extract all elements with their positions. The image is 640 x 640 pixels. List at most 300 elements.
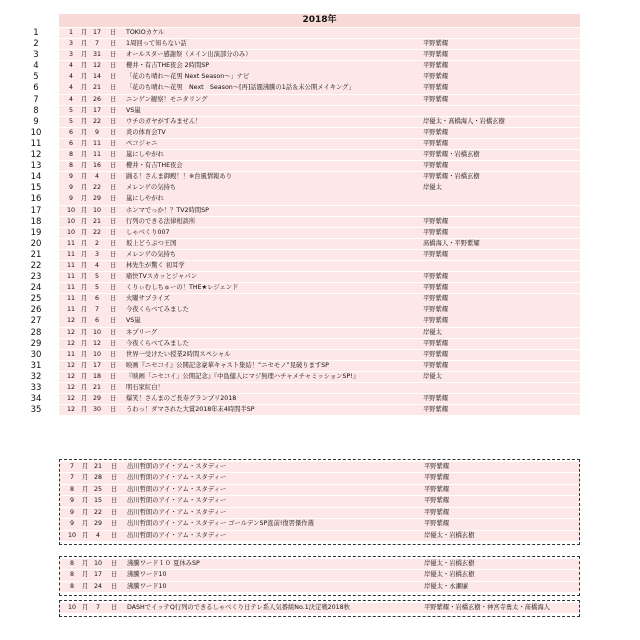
cast-members: 平野紫耀 (423, 40, 449, 48)
program-title: 沸騰ワード10 (127, 571, 167, 579)
program-title: 沸騰ワード10 (127, 582, 167, 590)
table-row (60, 519, 579, 529)
day-value: 22 (93, 508, 102, 516)
cast-members: 平野紫耀 (423, 273, 449, 281)
day-value: 11 (92, 151, 101, 159)
month-label: 月 (81, 273, 88, 281)
table-row (60, 531, 579, 541)
day-label: 日 (111, 571, 118, 579)
day-value: 24 (93, 582, 102, 590)
day-label: 日 (110, 29, 117, 36)
month-label: 月 (81, 84, 88, 92)
program-title: 出川哲朗のアイ・アム・スタディー ゴールデンSP直前!復習傑作選 (127, 520, 314, 528)
month-label: 月 (82, 463, 89, 470)
month-value: 9 (69, 520, 74, 528)
month-label: 月 (81, 206, 88, 214)
row-number: 26 (30, 305, 42, 316)
day-label: 日 (111, 497, 118, 505)
day-label: 日 (110, 173, 117, 181)
month-label: 月 (81, 62, 88, 70)
row-number: 32 (30, 371, 42, 382)
day-label: 日 (110, 361, 117, 369)
row-number: 35 (30, 405, 42, 416)
table-row (33, 28, 580, 38)
cast-members: 平野紫耀 (423, 51, 449, 59)
month-label: 月 (81, 384, 88, 391)
cast-members: 平野紫耀 (423, 406, 449, 414)
month-label: 月 (81, 40, 88, 48)
day-label: 日 (111, 520, 118, 528)
day-label: 日 (110, 261, 117, 269)
cast-members: 岸優太・岩橋玄樹 (424, 571, 475, 579)
program-title: 嵐にしやがれ (126, 195, 164, 203)
row-number: 30 (30, 349, 42, 360)
day-value: 22 (92, 228, 101, 236)
day-label: 日 (110, 62, 117, 70)
day-label: 日 (110, 228, 117, 236)
row-number: 31 (30, 360, 42, 371)
month-value: 1 (68, 29, 73, 36)
cast-members: 平野紫耀 (423, 306, 449, 314)
table-row (30, 316, 580, 327)
table-row (33, 116, 580, 127)
month-label: 月 (81, 228, 88, 236)
row-number: 29 (30, 338, 42, 349)
row-number: 17 (30, 205, 42, 216)
program-title: 出川哲朗のアイ・アム・スタディー (127, 497, 227, 505)
row-number: 7 (33, 94, 39, 105)
row-number: 16 (30, 194, 42, 205)
cast-members: 平野紫耀 (423, 139, 449, 147)
month-value: 10 (67, 604, 76, 611)
day-label: 日 (111, 485, 118, 493)
month-value: 12 (66, 317, 75, 325)
table-row (30, 249, 580, 260)
row-number: 19 (30, 227, 42, 238)
program-title: 痛快TVスカッとジャパン (126, 273, 197, 281)
day-label: 日 (110, 84, 117, 92)
day-label: 日 (110, 95, 117, 103)
table-row (33, 83, 580, 94)
month-label: 月 (81, 284, 88, 292)
day-label: 日 (110, 395, 117, 403)
month-value: 9 (69, 508, 74, 516)
table-row (30, 127, 580, 138)
table-row (30, 383, 580, 393)
table-row (30, 360, 580, 371)
month-value: 8 (69, 485, 74, 493)
month-value: 8 (68, 162, 73, 170)
program-title: メレンゲの気持ち (126, 250, 177, 258)
month-label: 月 (82, 520, 89, 528)
month-value: 12 (66, 372, 75, 380)
table-row (33, 50, 580, 61)
row-number: 2 (33, 39, 39, 50)
month-label: 月 (82, 560, 89, 567)
day-label: 日 (110, 151, 117, 159)
cast-members: 平野紫耀・岩橋玄樹 (423, 151, 480, 159)
month-label: 月 (81, 328, 88, 336)
row-number: 1 (33, 28, 39, 38)
day-value: 29 (93, 520, 102, 528)
program-title: 「花のち晴れ〜花男 Next Season〜[再]話題沸騰の1話＆未公開メイキング」 (126, 84, 355, 92)
program-title: DASHでイッテQ行列のできるしゃべくり日テレ系人気番組No.1決定戦2018秋 (127, 604, 350, 611)
month-value: 12 (66, 361, 75, 369)
month-value: 10 (67, 531, 76, 539)
day-label: 日 (110, 162, 117, 170)
program-title: 櫻井・有吉THE夜会 2時間SP (126, 62, 210, 70)
month-label: 月 (81, 73, 88, 81)
table-row (30, 150, 580, 161)
day-value: 21 (93, 463, 102, 470)
day-value: 29 (92, 195, 101, 203)
row-number: 34 (30, 394, 42, 405)
day-value: 22 (92, 184, 101, 192)
day-value: 18 (92, 372, 101, 380)
table-row (30, 283, 580, 294)
month-value: 11 (66, 306, 75, 314)
program-title: 1周回って知らない話 (126, 40, 187, 48)
month-label: 月 (81, 173, 88, 181)
cast-members: 平野紫耀・岩橋玄樹 (423, 173, 480, 181)
month-label: 月 (82, 571, 89, 579)
row-number: 24 (30, 283, 42, 294)
cast-members: 平野紫耀 (423, 62, 449, 70)
month-value: 11 (66, 284, 75, 292)
row-number: 27 (30, 316, 42, 327)
day-value: 17 (93, 571, 102, 579)
row-number: 12 (30, 150, 42, 161)
month-value: 9 (68, 184, 73, 192)
program-title: 出川哲朗のアイ・アム・スタディー (127, 531, 227, 539)
program-title: 火曜サプライズ (126, 295, 170, 303)
day-value: 9 (94, 128, 99, 136)
month-value: 9 (68, 195, 73, 203)
month-label: 月 (81, 317, 88, 325)
day-label: 日 (110, 295, 117, 303)
program-title: 「花のち晴れ〜花男 Next Season〜」ナビ (126, 73, 250, 81)
table-row (30, 305, 580, 316)
table-row (30, 172, 580, 183)
day-label: 日 (110, 106, 117, 114)
month-value: 11 (66, 239, 75, 247)
program-title: 今夜くらべてみました (126, 306, 189, 314)
month-label: 月 (82, 485, 89, 493)
table-row (60, 582, 579, 592)
month-label: 月 (81, 184, 88, 192)
cast-members: 平野紫耀 (423, 228, 449, 236)
month-label: 月 (81, 239, 88, 247)
month-label: 月 (81, 195, 88, 203)
day-value: 31 (92, 51, 101, 59)
day-label: 日 (111, 463, 118, 470)
cast-members: 岸優太・岩橋玄樹 (424, 531, 475, 539)
month-label: 月 (82, 531, 89, 539)
row-number: 5 (33, 72, 39, 83)
day-label: 日 (110, 139, 117, 147)
program-title: ネプリーグ (126, 328, 158, 336)
cast-members: 平野紫耀 (423, 162, 449, 170)
table-group-dash (59, 600, 580, 617)
year-header: 2018年 (59, 14, 580, 27)
month-value: 4 (68, 84, 73, 92)
day-label: 日 (110, 250, 117, 258)
month-value: 10 (66, 217, 75, 225)
table-row (30, 138, 580, 149)
month-label: 月 (81, 339, 88, 347)
day-value: 21 (92, 384, 101, 391)
day-label: 日 (110, 306, 117, 314)
day-value: 6 (94, 317, 99, 325)
month-value: 3 (68, 40, 73, 48)
month-value: 12 (66, 328, 75, 336)
day-value: 4 (95, 531, 100, 539)
program-title: 出川哲朗のアイ・アム・スタディー (127, 474, 227, 482)
month-value: 3 (68, 51, 73, 59)
month-label: 月 (81, 261, 88, 269)
cast-members: 平野紫耀 (424, 485, 450, 493)
table-row (60, 485, 579, 495)
cast-members: 平野紫耀 (423, 84, 449, 92)
cast-members: 平野紫耀 (423, 339, 449, 347)
day-label: 日 (110, 73, 117, 81)
table-row (30, 405, 580, 416)
program-title: メレンゲの気持ち (126, 184, 177, 192)
day-value: 26 (92, 95, 101, 103)
month-label: 月 (81, 51, 88, 59)
day-label: 日 (110, 372, 117, 380)
month-label: 月 (81, 106, 88, 114)
month-value: 9 (68, 173, 73, 181)
cast-members: 平野紫耀 (424, 520, 450, 528)
row-number: 14 (30, 172, 42, 183)
cast-members: 平野紫耀 (423, 95, 449, 103)
day-label: 日 (110, 317, 117, 325)
month-value: 11 (66, 250, 75, 258)
day-value: 14 (92, 73, 101, 81)
month-label: 月 (81, 295, 88, 303)
row-number: 10 (30, 127, 42, 138)
month-value: 12 (66, 406, 75, 414)
table-group-study (59, 459, 580, 545)
month-label: 月 (82, 604, 89, 611)
month-label: 月 (82, 508, 89, 516)
month-label: 月 (81, 395, 88, 403)
program-title: 嵐にしやがれ (126, 151, 164, 159)
month-label: 月 (81, 117, 88, 125)
cast-members: 平野紫耀 (423, 395, 449, 403)
program-title: ペコジャニ (126, 139, 158, 147)
row-number: 18 (30, 216, 42, 227)
day-label: 日 (110, 339, 117, 347)
row-number: 3 (33, 50, 39, 61)
table-row (33, 94, 580, 105)
program-title: くりぃむしちゅーの！THE★レジェンド (126, 284, 239, 292)
table-row (30, 371, 580, 382)
program-title: 爆笑！さんまのご長寿グランプリ2018 (126, 395, 237, 403)
table-row (30, 238, 580, 249)
month-value: 11 (66, 295, 75, 303)
program-title: TOKIOカケル (126, 29, 165, 36)
row-number: 28 (30, 327, 42, 338)
day-value: 2 (94, 239, 99, 247)
day-label: 日 (111, 508, 118, 516)
program-title: 明石家紅白！ (126, 384, 164, 391)
program-title: 『映画「ニセコイ」公開記念』『中島健人にマジ無理ハチャメチャミッションSP!』 (126, 372, 360, 380)
row-number: 15 (30, 183, 42, 194)
day-label: 日 (110, 284, 117, 292)
month-label: 月 (81, 372, 88, 380)
row-number: 8 (33, 105, 39, 116)
cast-members: 岸優太・永瀬廉 (424, 582, 469, 590)
program-title: ウチのガヤがすみません！ (126, 117, 202, 125)
cast-members: 岸優太・髙橋海人・岩橋玄樹 (423, 117, 505, 125)
day-label: 日 (110, 40, 117, 48)
program-title: 出川哲朗のアイ・アム・スタディー (127, 463, 227, 470)
table-row (30, 216, 580, 227)
program-title: ホンマでっか！？TV2時間SP (126, 206, 209, 214)
program-title: 世界一受けたい授業2時間スペシャル (126, 350, 231, 358)
table-row (30, 260, 580, 271)
cast-members: 平野紫耀 (423, 73, 449, 81)
day-value: 10 (92, 206, 101, 214)
month-value: 8 (68, 151, 73, 159)
month-value: 4 (68, 62, 73, 70)
month-label: 月 (81, 250, 88, 258)
day-value: 21 (92, 84, 101, 92)
row-number: 9 (33, 116, 39, 127)
program-title: 踊る！さんま御殿！！※台風情報あり (126, 173, 233, 181)
month-value: 11 (66, 273, 75, 281)
row-number: 21 (30, 249, 42, 260)
day-value: 17 (92, 29, 101, 36)
day-value: 30 (92, 406, 101, 414)
day-value: 4 (94, 261, 99, 269)
day-label: 日 (111, 531, 118, 539)
table-row (30, 272, 580, 283)
day-label: 日 (111, 604, 118, 611)
day-value: 21 (92, 217, 101, 225)
table-row (60, 462, 579, 472)
table-row (30, 349, 580, 360)
table-row (60, 496, 579, 506)
table-row (30, 294, 580, 305)
cast-members: 髙橋海人・平野紫耀 (423, 239, 480, 247)
day-label: 日 (110, 128, 117, 136)
row-number: 11 (30, 138, 42, 149)
program-title: 行列のできる法律相談所 (126, 217, 196, 225)
table-group-futtou (59, 556, 580, 596)
day-value: 22 (92, 117, 101, 125)
cast-members: 平野紫耀 (423, 317, 449, 325)
program-title: 沸騰ワード１０ 夏休みSP (127, 560, 200, 567)
table-row (60, 570, 579, 580)
day-value: 28 (93, 474, 102, 482)
program-title: VS嵐 (126, 317, 141, 325)
table-row (33, 39, 580, 50)
day-value: 16 (92, 162, 101, 170)
program-title: 出川哲朗のアイ・アム・スタディー (127, 508, 227, 516)
day-label: 日 (110, 195, 117, 203)
cast-members: 平野紫耀 (423, 284, 449, 292)
program-title: 坂上どうぶつ王国 (126, 239, 177, 247)
month-label: 月 (81, 151, 88, 159)
cast-members: 岸優太 (423, 372, 442, 380)
row-number: 20 (30, 238, 42, 249)
month-value: 5 (68, 106, 73, 114)
month-label: 月 (81, 128, 88, 136)
month-label: 月 (81, 406, 88, 414)
program-title: しゃべくり007 (126, 228, 170, 236)
month-value: 10 (66, 228, 75, 236)
row-number: 25 (30, 294, 42, 305)
month-label: 月 (81, 29, 88, 36)
program-title: 林先生が驚く 初耳学 (126, 261, 185, 269)
row-number: 13 (30, 161, 42, 172)
cast-members: 平野紫耀 (423, 250, 449, 258)
day-value: 7 (94, 306, 99, 314)
day-value: 7 (94, 40, 99, 48)
row-number: 33 (30, 383, 42, 393)
day-value: 10 (92, 350, 101, 358)
table-row (60, 473, 579, 483)
month-value: 6 (68, 139, 73, 147)
month-value: 10 (66, 206, 75, 214)
table-row (30, 327, 580, 338)
month-label: 月 (82, 474, 89, 482)
month-value: 8 (69, 582, 74, 590)
day-value: 10 (92, 328, 101, 336)
table-row (33, 72, 580, 83)
cast-members: 平野紫耀 (423, 361, 449, 369)
month-value: 9 (69, 497, 74, 505)
day-value: 6 (94, 295, 99, 303)
day-value: 7 (95, 604, 100, 611)
day-label: 日 (110, 273, 117, 281)
cast-members: 平野紫耀 (423, 217, 449, 225)
table-row (30, 161, 580, 172)
table-row (60, 559, 579, 569)
cast-members: 平野紫耀・岩橋玄樹・神宮寺勇太・髙橋海人 (424, 604, 550, 611)
row-number: 22 (30, 260, 42, 271)
program-title: 映画『ニセコイ』公開記念豪華キャスト集結！“ニセモノ”見破りますSP (126, 361, 329, 369)
main-table (30, 28, 580, 416)
month-value: 12 (66, 384, 75, 391)
cast-members: 平野紫耀 (423, 350, 449, 358)
program-title: 炎の体育会TV (126, 128, 166, 136)
table-row (30, 227, 580, 238)
table-row (30, 183, 580, 194)
day-value: 17 (92, 361, 101, 369)
month-label: 月 (82, 497, 89, 505)
month-value: 11 (66, 261, 75, 269)
month-label: 月 (81, 361, 88, 369)
day-label: 日 (111, 582, 118, 590)
month-value: 8 (69, 571, 74, 579)
month-label: 月 (82, 582, 89, 590)
day-value: 12 (92, 62, 101, 70)
day-label: 日 (110, 384, 117, 391)
day-value: 4 (94, 173, 99, 181)
cast-members: 岸優太 (423, 184, 442, 192)
day-label: 日 (110, 184, 117, 192)
program-title: うわっ！ダマされた大賞2018年末4時間半SP (126, 406, 255, 414)
month-label: 月 (81, 139, 88, 147)
day-value: 17 (92, 106, 101, 114)
program-title: ニンゲン観察！モニタリング (126, 95, 208, 103)
day-label: 日 (110, 406, 117, 414)
day-value: 15 (93, 497, 102, 505)
